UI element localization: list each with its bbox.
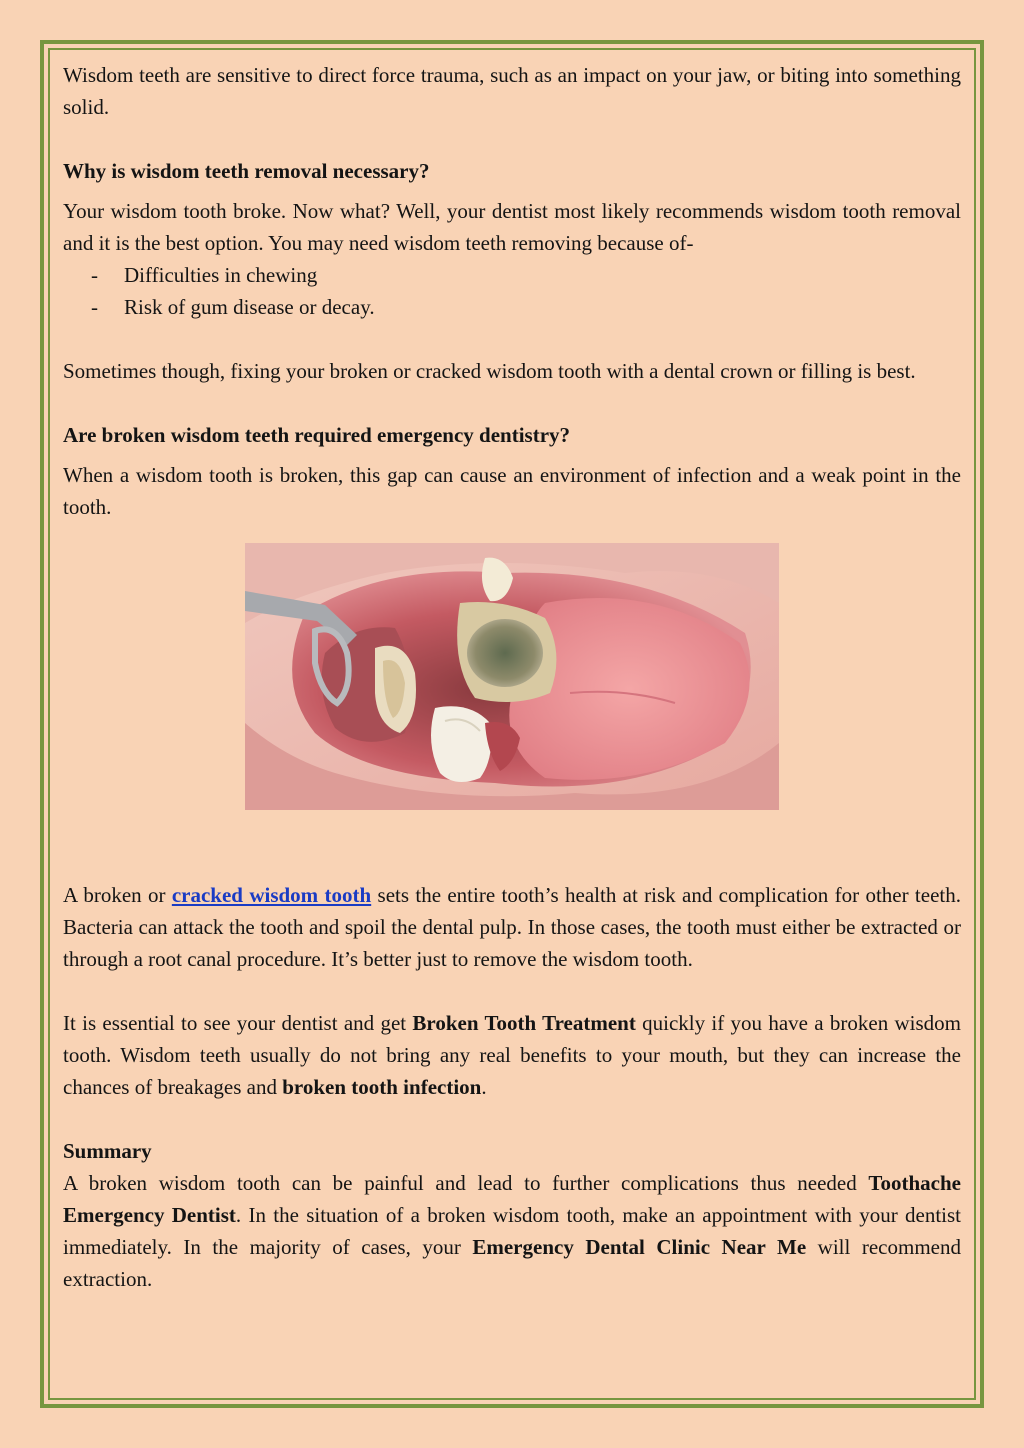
reasons-list [63,259,961,323]
removal-paragraph: Your wisdom tooth broke. Now what? Well, your dentist most likely recommends wisdom tooth removal and it is the best option. You may need wisdom teeth removing because of- [63,199,961,255]
crown-filling-paragraph: Sometimes though, fixing your broken or cracked wisdom tooth with a dental crown or filling is best. [63,359,916,383]
intro-paragraph: Wisdom teeth are sensitive to direct force trauma, such as an impact on your jaw, or biting into something solid. [63,63,961,119]
list-item: - Difficulties in chewing [63,259,961,291]
cracked-tooth-paragraph: A broken or cracked wisdom tooth sets the entire tooth’s health at risk and complication for other teeth. Bacteria can attack the tooth and spoil the dental pulp. In those cases, the tooth must either be extracted or through a root canal procedure. It’s better just to remove the wisdom tooth. [63,883,961,971]
broken-tooth-treatment-emphasis: Broken Tooth Treatment [412,1011,636,1035]
cracked-wisdom-tooth-link[interactable]: cracked wisdom tooth [171,883,372,907]
heading-why-removal: Why is wisdom teeth removal necessary? [63,159,430,183]
broken-tooth-photo [245,543,779,810]
heading-summary: Summary [63,1139,152,1163]
heading-emergency-dentistry: Are broken wisdom teeth required emergency dentistry? [63,423,571,447]
emergency-dental-clinic-emphasis: Emergency Dental Clinic Near Me [472,1235,807,1259]
article-body [63,59,961,1295]
infection-paragraph: When a wisdom tooth is broken, this gap can cause an environment of infection and a weak point in the tooth. [63,463,961,519]
photo-container [63,523,961,879]
toothache-emergency-dentist-emphasis: Toothache Emergency Dentist [63,1171,961,1227]
list-item: - Risk of gum disease or decay. [63,291,961,323]
broken-tooth-infection-emphasis: broken tooth infection [282,1075,482,1099]
summary-paragraph: A broken wisdom tooth can be painful and lead to further complications thus needed Toothache Emergency Dentist. In the situation of a broken wisdom tooth, make an appointment with your dentist immediately. In the majority of cases, your Emergency Dental Clinic Near Me will recommend extraction. [63,1171,961,1291]
treatment-paragraph: It is essential to see your dentist and get Broken Tooth Treatment quickly if you have a broken wisdom tooth. Wisdom teeth usually do not bring any real benefits to your mouth, but they can increase the chances of breakages and broken tooth infection. [63,1011,961,1099]
